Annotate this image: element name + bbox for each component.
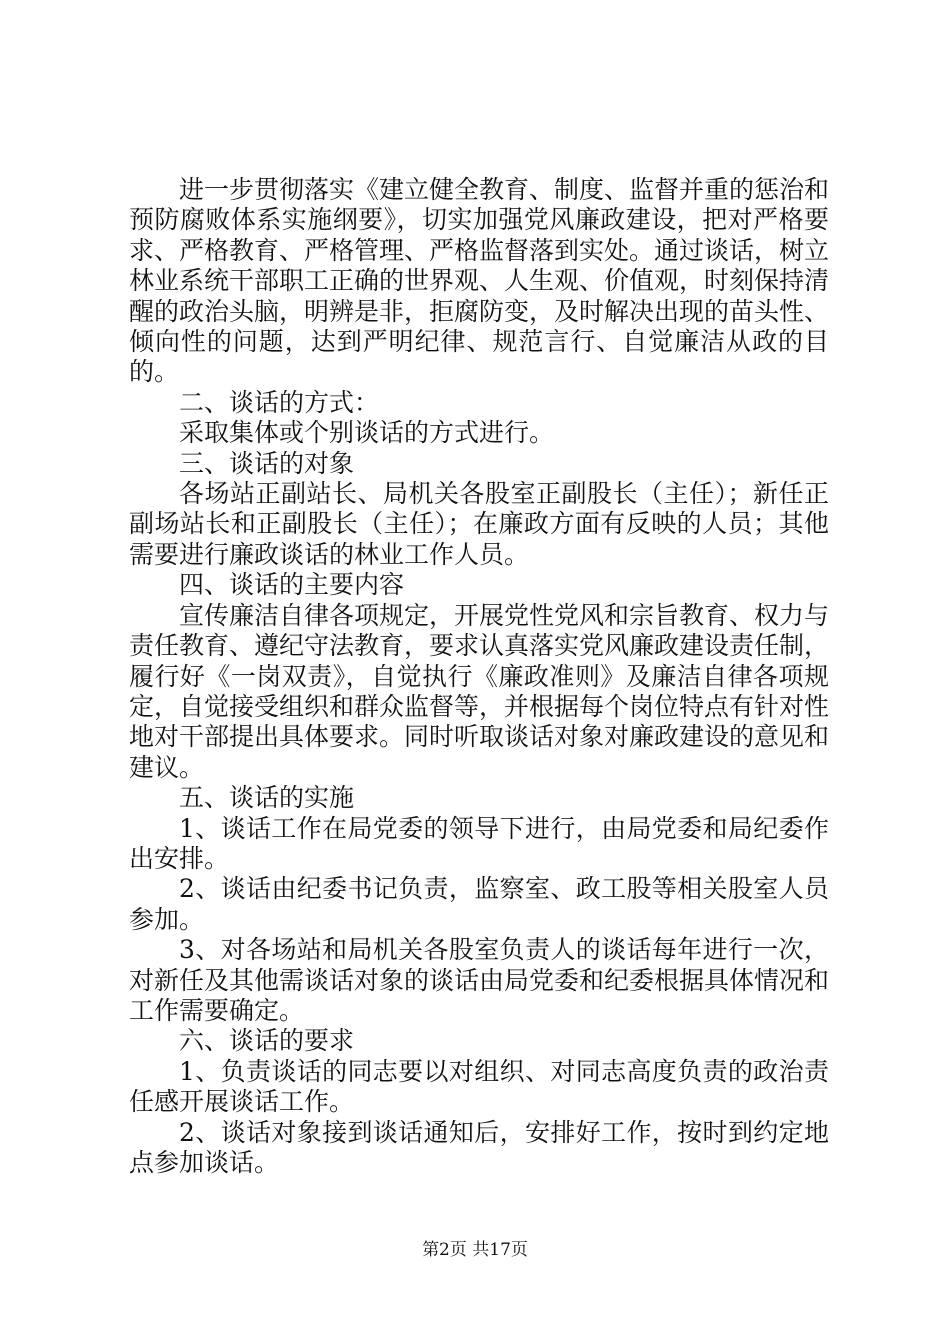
paragraph-requirements-2: 2、谈话对象接到谈话通知后，安排好工作，按时到约定地点参加谈话。 bbox=[129, 1117, 829, 1177]
section-heading-targets: 三、谈话的对象 bbox=[179, 448, 355, 478]
page-footer bbox=[0, 1240, 950, 1260]
paragraph-implementation-1: 1、谈话工作在局党委的领导下进行，由局党委和局纪委作出安排。 bbox=[129, 813, 829, 873]
section-heading-requirements: 六、谈话的要求 bbox=[179, 1026, 355, 1056]
document-body bbox=[129, 175, 829, 1178]
paragraph-content: 宣传廉洁自律各项规定，开展党性党风和宗旨教育、权力与责任教育、遵纪守法教育，要求认真落实党风廉政建设责任制，履行好《一岗双责》，自觉执行《廉政准则》及廉洁自律各项规定，自觉接受组织和群众监督等，并根据每个岗位特点有针对性地对干部提出具体要求。同时听取谈话对象对廉政建设的意见和建议。 bbox=[129, 600, 830, 782]
paragraph-implementation-3: 3、对各场站和局机关各股室负责人的谈话每年进行一次，对新任及其他需谈话对象的谈话由局党委和纪委根据具体情况和工作需要确定。 bbox=[129, 935, 830, 1025]
paragraph-implementation-2: 2、谈话由纪委书记负责，监察室、政工股等相关股室人员参加。 bbox=[129, 874, 829, 934]
section-heading-content: 四、谈话的主要内容 bbox=[179, 570, 405, 600]
paragraph-intro: 进一步贯彻落实《建立健全教育、制度、监督并重的惩治和预防腐败体系实施纲要》，切实加强党风廉政建设，把对严格要求、严格教育、严格管理、严格监督落到实处。通过谈话，树立林业系统干部职工正确的世界观、人生观、价值观，时刻保持清醒的政治头脑，明辨是非，拒腐防变，及时解决出现的苗头性、倾向性的问题，达到严明纪律、规范言行、自觉廉洁从政的目的。 bbox=[129, 175, 830, 387]
paragraph-method: 采取集体或个别谈话的方式进行。 bbox=[179, 418, 555, 448]
page-number: 第2页 共17页 bbox=[422, 1240, 528, 1260]
section-heading-method: 二、谈话的方式： bbox=[179, 387, 380, 417]
section-heading-implementation: 五、谈话的实施 bbox=[179, 783, 355, 813]
paragraph-targets: 各场站正副站长、局机关各股室正副股长（主任）；新任正副场站长和正副股长（主任）；在廉政方面有反映的人员；其他需要进行廉政谈话的林业工作人员。 bbox=[129, 479, 829, 569]
paragraph-requirements-1: 1、负责谈话的同志要以对组织、对同志高度负责的政治责任感开展谈话工作。 bbox=[129, 1056, 829, 1117]
